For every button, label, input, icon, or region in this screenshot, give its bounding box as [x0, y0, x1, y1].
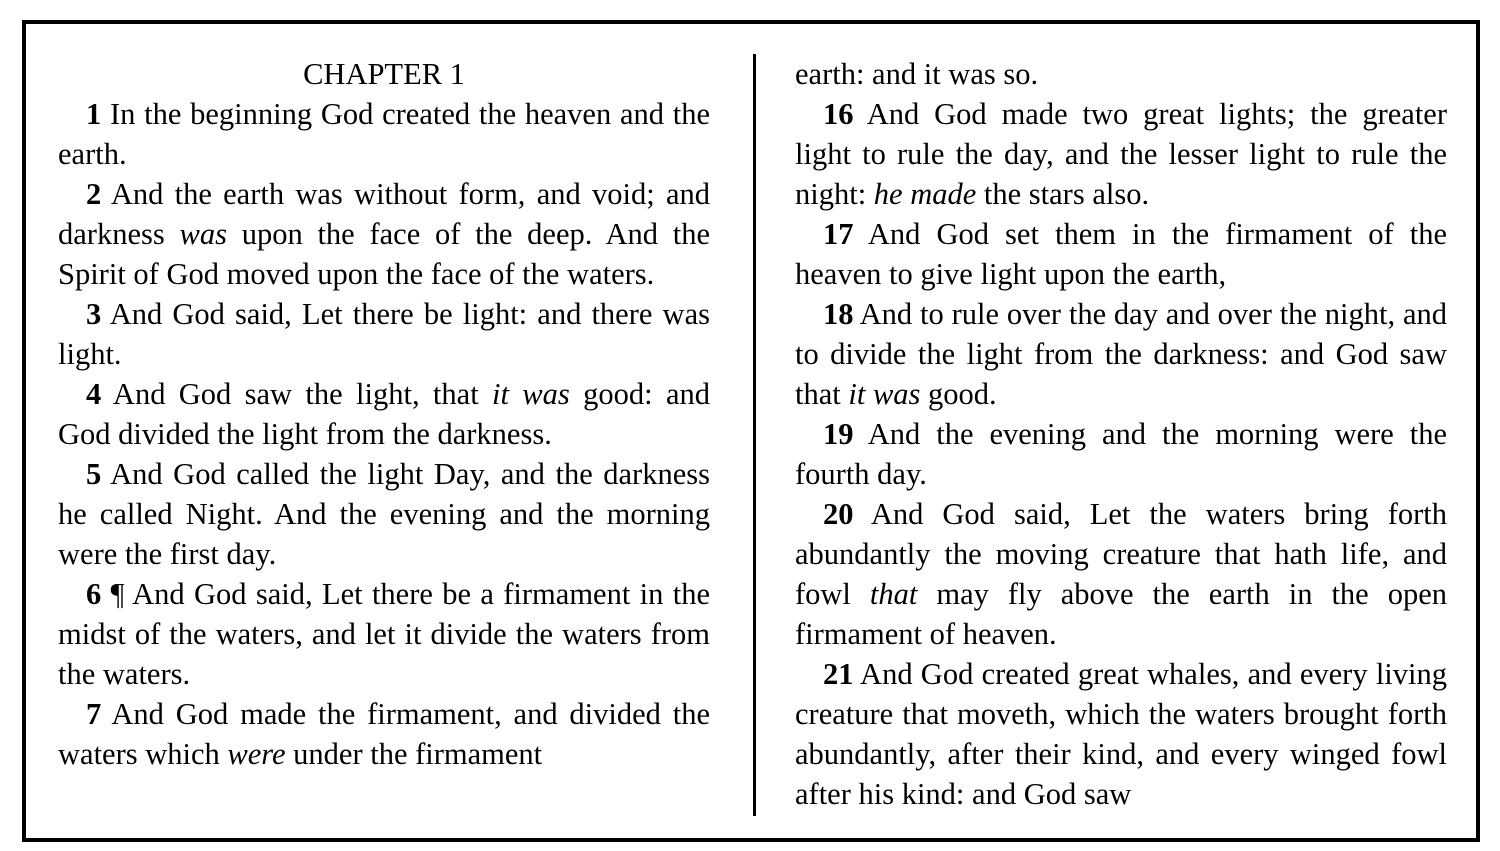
verse-text: And the evening and the morning were the fourth day. [795, 417, 1447, 491]
verse-italic-text: were [227, 737, 286, 771]
verse-20 [795, 494, 1447, 654]
verse-number: 20 [823, 497, 854, 531]
verse-number: 5 [86, 457, 102, 491]
verse-text: And God created great whales, and every living creature that moveth, which the waters brought forth abundantly, after their kind, and every winged fowl after his kind: and God saw [795, 657, 1447, 811]
verse-16 [795, 94, 1447, 214]
verse-italic-text: it was [492, 377, 570, 411]
verse-text: ¶ And God said, Let there be a firmament in the midst of the waters, and let it divide the waters from the waters. [58, 577, 710, 691]
verse-text: And God called the light Day, and the darkness he called Night. And the evening and the morning were the first day. [58, 457, 710, 571]
verse-text: upon the face of the deep. And the Spirit of God moved upon the face of the waters. [58, 217, 710, 291]
verse-text: the stars also. [976, 177, 1150, 211]
verse-italic-text: that [869, 577, 918, 611]
verse-number: 16 [823, 97, 854, 131]
verse-number: 1 [86, 97, 102, 131]
verse-number: 21 [823, 657, 854, 691]
verse-italic-text: was [179, 217, 227, 251]
verse-text: And God made the firmament, and divided the waters which [58, 697, 710, 771]
right-verse-list [795, 94, 1447, 814]
page-frame [22, 20, 1480, 842]
verse-6 [58, 574, 710, 694]
verse-17 [795, 214, 1447, 294]
verse-number: 7 [86, 697, 102, 731]
column-divider [753, 54, 756, 816]
verse-text: And God said, Let there be light: and there was light. [58, 297, 710, 371]
verse-text: And God said, Let the waters bring forth abundantly the moving creature that hath life, and fowl [795, 497, 1447, 611]
verse-italic-text: he made [873, 177, 977, 211]
verse-4 [58, 374, 710, 454]
verse-italic-text: it was [848, 377, 921, 411]
verse-text: And God saw the light, that [101, 377, 493, 411]
right-column [795, 54, 1447, 814]
verse-1 [58, 94, 710, 174]
verse-text: In the beginning God created the heaven and the earth. [58, 97, 710, 171]
verse-text: And the earth was without form, and void; and darkness [58, 177, 710, 251]
verse-number: 17 [823, 217, 854, 251]
chapter-heading: CHAPTER 1 [303, 57, 465, 91]
verse-number: 19 [823, 417, 854, 451]
verse-text: And God made two great lights; the greater light to rule the day, and the lesser light to rule the night: [795, 97, 1447, 211]
verse-21 [795, 654, 1447, 814]
verse-3 [58, 294, 710, 374]
verse-number: 3 [86, 297, 102, 331]
verse-19 [795, 414, 1447, 494]
verse-5 [58, 454, 710, 574]
verse-text: And to rule over the day and over the night, and to divide the light from the darkness: and God saw that [795, 297, 1447, 411]
verse-text: And God set them in the firmament of the heaven to give light upon the earth, [795, 217, 1447, 291]
verse-7 [58, 694, 710, 774]
verse-text: good: and God divided the light from the darkness. [58, 377, 710, 451]
verse-number: 6 [86, 577, 102, 611]
left-verse-list [58, 94, 710, 774]
verse-number: 2 [86, 177, 102, 211]
verse-text: good. [920, 377, 997, 411]
verse-number: 4 [86, 377, 102, 411]
verse-text: under the firmament [285, 737, 543, 771]
verse-number: 18 [823, 297, 854, 331]
verse-18 [795, 294, 1447, 414]
verse-continuation: earth: and it was so. [795, 57, 1039, 91]
verse-text: may fly above the earth in the open firmament of heaven. [795, 577, 1447, 651]
left-column [58, 54, 710, 774]
verse-2 [58, 174, 710, 294]
